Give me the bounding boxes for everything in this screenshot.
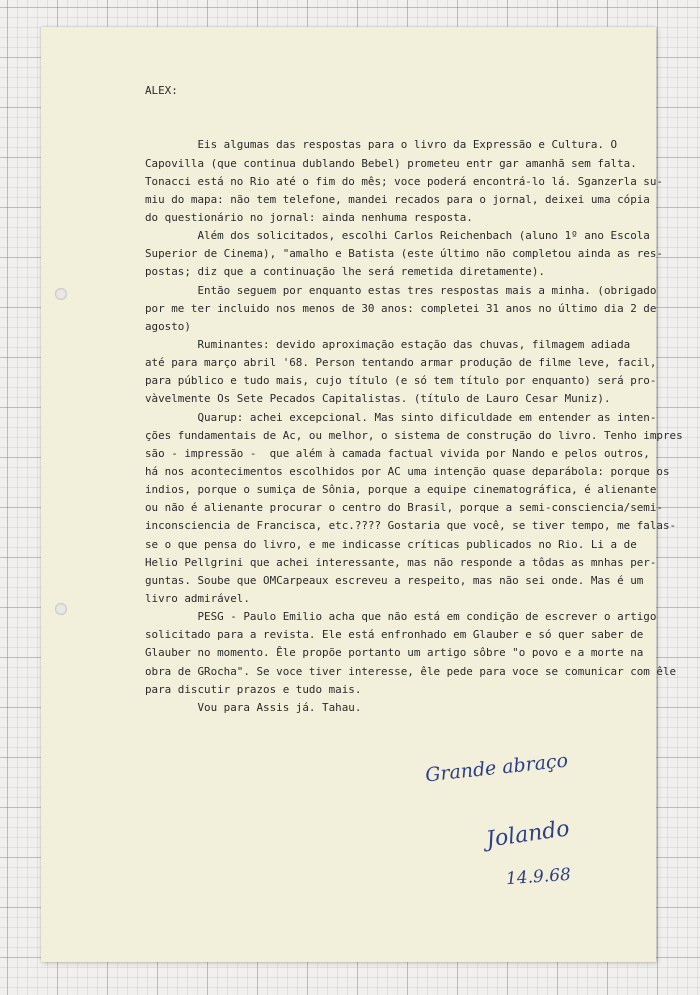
text-line: se o que pensa do livro, e me indicasse críticas publicados no Rio. Li a de: [145, 537, 637, 551]
text-line: solicitado para a revista. Ele está enfronhado em Glauber e só quer saber de: [145, 628, 644, 642]
letter-page: [41, 27, 683, 962]
text-line: vàvelmente Os Sete Pecados Capitalistas. (título de Lauro Cesar Muniz).: [145, 392, 611, 406]
punch-hole: [55, 288, 67, 300]
text-line: obra de GRocha". Se voce tiver interesse, êle pede para voce se comunicar com êle: [145, 664, 677, 678]
text-line: há nos acontecimentos escolhidos por AC uma intenção quase deparábola: porque os: [145, 464, 670, 478]
text-line: Vou para Assis já. Tahau.: [145, 700, 362, 714]
text-line: Ruminantes: devido aproximação estação das chuvas, filmagem adiada: [145, 337, 631, 351]
text-line: guntas. Soube que OMCarpeaux escreveu a respeito, mas não sei onde. Mas é um: [145, 573, 644, 587]
text-line: Quarup: achei excepcional. Mas sinto dificuldade em entender as inten-: [145, 410, 657, 424]
text-line: Além dos solicitados, escolhi Carlos Reichenbach (aluno 1º ano Escola: [145, 229, 650, 243]
handwritten-closing: Grande abraço: [424, 749, 570, 787]
text-line: Glauber no momento. Êle propõe portanto um artigo sôbre "o povo e a morte na: [145, 646, 644, 660]
text-line: Helio Pellgrini que achei interessante, mas não responde a tôdas as mnhas per-: [145, 555, 657, 569]
punch-hole: [55, 603, 67, 615]
text-line: Superior de Cinema), "amalho e Batista (este último não completou ainda as res-: [145, 247, 663, 261]
text-line: PESG - Paulo Emilio acha que não está em condição de escrever o artigo: [145, 610, 657, 624]
text-line: ções fundamentais de Ac, ou melhor, o sistema de construção do livro. Tenho impres: [145, 428, 683, 442]
text-line: miu do mapa: não tem telefone, mandei recados para o jornal, deixei uma cópia: [145, 192, 650, 206]
text-line: postas; diz que a continuação lhe será remetida diretamente).: [145, 265, 545, 279]
text-line: são - impressão - que além à camada factual vivida por Nando e pelos outros,: [145, 446, 650, 460]
text-line: ou não é alienante procurar o centro do Brasil, porque a semi-consciencia/semi-: [145, 501, 663, 515]
text-line: indios, porque o sumiça de Sônia, porque a equipe cinematográfica, é alienante: [145, 483, 657, 497]
typed-letter-body: [145, 82, 683, 717]
text-line: Eis algumas das respostas para o livro da Expressão e Cultura. O: [145, 138, 618, 152]
text-line: Tonacci está no Rio até o fim do mês; voce poderá encontrá-lo lá. Sganzerla su-: [145, 174, 663, 188]
handwritten-signature: Jolando: [484, 816, 572, 853]
text-line: para público e tudo mais, cujo título (e só tem título por enquanto) será pro-: [145, 374, 657, 388]
salutation: ALEX:: [145, 84, 178, 97]
text-line: até para março abril '68. Person tentando armar produção de filme leve, facil,: [145, 356, 657, 370]
text-line: por me ter incluido nos menos de 30 anos: completei 31 anos no último dia 2 de: [145, 301, 657, 315]
text-line: agosto): [145, 319, 191, 333]
handwritten-date: 14.9.68: [505, 864, 572, 890]
text-line: Capovilla (que continua dublando Bebel) prometeu entr gar amanhã sem falta.: [145, 156, 637, 170]
text-line: Então seguem por enquanto estas tres respostas mais a minha. (obrigado: [145, 283, 657, 297]
text-line: livro admirável.: [145, 591, 250, 605]
text-line: do questionário no jornal: ainda nenhuma resposta.: [145, 210, 473, 224]
text-line: para discutir prazos e tudo mais.: [145, 682, 362, 696]
text-line: inconsciencia de Francisca, etc.???? Gostaria que você, se tiver tempo, me falas-: [145, 519, 677, 533]
